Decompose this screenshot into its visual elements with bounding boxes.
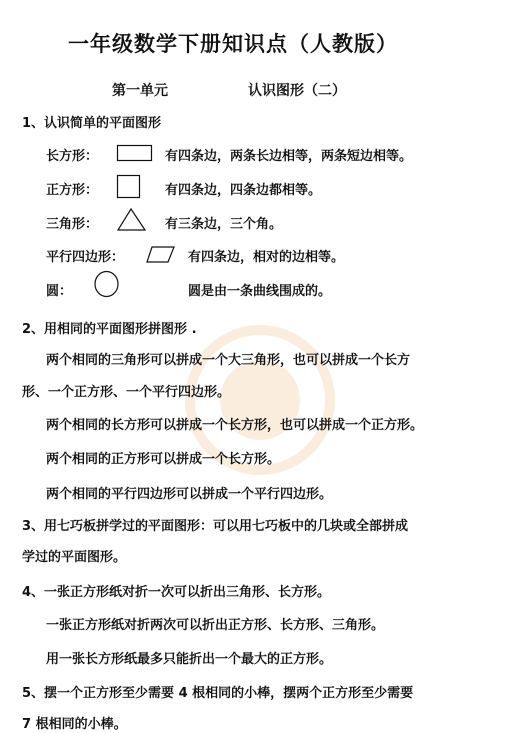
square-icon bbox=[117, 175, 141, 199]
section2-paragraph-1b: 形、一个正方形、一个平行四边形。 bbox=[22, 385, 231, 400]
parallelogram-icon bbox=[146, 246, 176, 264]
unit-label: 第一单元 bbox=[112, 83, 168, 99]
shape-label-triangle: 三角形： bbox=[46, 217, 99, 232]
circle-icon bbox=[94, 271, 120, 299]
section1-heading: 1、认识简单的平面图形 bbox=[22, 116, 162, 131]
section5-line-2: 7 根相同的小棒。 bbox=[22, 717, 127, 732]
triangle-icon bbox=[117, 208, 147, 232]
section2-paragraph-1a: 两个相同的三角形可以拼成一个大三角形，也可以拼成一个长方 bbox=[46, 353, 411, 368]
shape-label-rectangle: 长方形： bbox=[46, 149, 99, 164]
section3-line-1: 3、用七巧板拼学过的平面图形：可以用七巧板中的几块或全部拼成 bbox=[22, 519, 409, 534]
section4-paragraph-2: 用一张长方形纸最多只能折出一个最大的正方形。 bbox=[46, 652, 333, 667]
shape-desc-circle: 圆是由一条曲线围成的。 bbox=[188, 284, 332, 299]
unit-name: 认识图形（二） bbox=[248, 83, 346, 99]
shape-desc-triangle: 有三条边，三个角。 bbox=[165, 217, 283, 232]
shape-desc-rectangle: 有四条边，两条长边相等，两条短边相等。 bbox=[165, 149, 413, 164]
shape-label-parallelogram: 平行四边形： bbox=[46, 250, 125, 265]
section4-heading: 4、一张正方形纸对折一次可以折出三角形、长方形。 bbox=[22, 585, 331, 600]
section4-paragraph-1: 一张正方形纸对折两次可以折出正方形、长方形、三角形。 bbox=[46, 618, 385, 633]
section5-line-1: 5、摆一个正方形至少需要 4 根相同的小棒，摆两个正方形至少需要 bbox=[22, 686, 414, 701]
section2-paragraph-2: 两个相同的长方形可以拼成一个长方形，也可以拼成一个正方形。 bbox=[46, 418, 424, 433]
section2-paragraph-3: 两个相同的正方形可以拼成一个长方形。 bbox=[46, 452, 281, 467]
shape-label-circle: 圆： bbox=[46, 284, 73, 299]
rectangle-icon bbox=[117, 145, 153, 163]
section2-paragraph-4: 两个相同的平行四边形可以拼成一个平行四边形。 bbox=[46, 487, 333, 502]
shape-desc-square: 有四条边，四条边都相等。 bbox=[165, 183, 322, 198]
shape-desc-parallelogram: 有四条边，相对的边相等。 bbox=[188, 250, 345, 265]
section3-line-2: 学过的平面图形。 bbox=[22, 550, 127, 565]
page-title: 一年级数学下册知识点（人教版） bbox=[68, 32, 398, 56]
shape-label-square: 正方形： bbox=[46, 183, 99, 198]
section2-heading: 2、用相同的平面图形拼图形 . bbox=[22, 322, 197, 337]
